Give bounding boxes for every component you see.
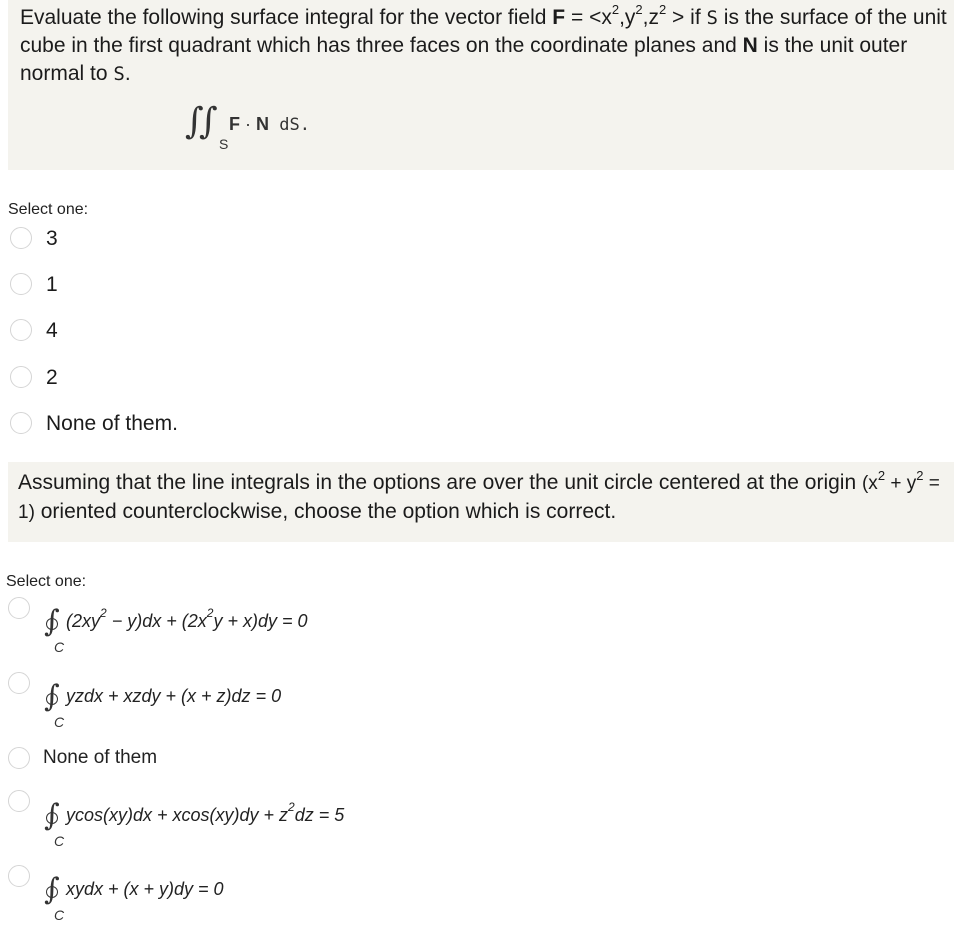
integrand-dot: · <box>240 114 256 134</box>
q2-text-a: Assuming that the line integrals in the options are over the unit circle centered at the origin <box>18 471 862 494</box>
contour-integral-icon: ∫ <box>44 872 60 907</box>
q1-sup-a: 2 <box>611 2 620 17</box>
normal-N: N <box>742 34 758 57</box>
q2-option-4-text <box>66 800 345 826</box>
contour-ring <box>46 886 58 898</box>
q1-sup-b: 2 <box>635 2 643 17</box>
integrand-dS: dS. <box>269 115 310 135</box>
q1-text-b: if <box>684 6 707 29</box>
circle-sup-1: 2 <box>877 467 886 483</box>
q1-vec-y: ,y <box>619 6 636 29</box>
surface-integral-expression <box>185 101 385 160</box>
q1-text-a: Evaluate the following surface integral for the vector field <box>20 6 553 29</box>
opt1-a: (2xy <box>66 611 101 631</box>
circle-eq-a: (x <box>861 473 878 494</box>
q2-option-2-expression[interactable] <box>44 679 344 732</box>
opt4-a: ycos(xy)dx + xcos(xy)dy + z <box>66 805 289 825</box>
q2-option-2-radio[interactable] <box>8 672 30 694</box>
contour-subscript: C <box>54 833 65 849</box>
contour-ring <box>46 812 58 824</box>
opt1-c: y + x)dy = 0 <box>213 611 308 631</box>
q1-option-1-label[interactable]: 3 <box>46 227 58 250</box>
contour-ring <box>46 693 58 705</box>
q2-option-5-text: xydx + (x + y)dy = 0 <box>66 879 224 899</box>
contour-integral-icon: ∫ <box>44 798 60 833</box>
question-1-text <box>20 4 952 88</box>
question-2-text <box>18 469 948 527</box>
surface-S: S <box>706 7 718 29</box>
integrand-N: N <box>256 114 269 134</box>
contour-integral-icon: ∫ <box>44 679 60 714</box>
q1-option-1-radio[interactable] <box>10 227 32 249</box>
integrand <box>229 114 310 135</box>
q2-option-1-radio[interactable] <box>8 597 30 619</box>
integral-sign-2: ∫ <box>199 101 218 142</box>
q1-option-5-label[interactable]: None of them. <box>46 412 178 435</box>
circle-eq-c: = 1) <box>18 473 940 523</box>
q2-option-4-radio[interactable] <box>8 790 30 812</box>
contour-ring <box>46 618 58 630</box>
q1-option-4-radio[interactable] <box>10 366 32 388</box>
q1-select-one-label: Select one: <box>8 201 89 218</box>
opt1-sup: 2 <box>100 606 107 620</box>
contour-subscript: C <box>54 639 65 655</box>
integral-sign-1: ∫ <box>185 101 204 142</box>
q2-option-3-radio[interactable] <box>8 747 30 769</box>
q1-vec-z: ,z <box>642 6 659 29</box>
q1-sup-c: 2 <box>658 2 667 17</box>
q2-option-4-expression[interactable] <box>44 798 404 851</box>
surface-S-2: S <box>113 63 125 85</box>
q1-option-4-label[interactable]: 2 <box>46 366 58 389</box>
q1-text-d: is the unit outer normal to <box>20 34 908 85</box>
vector-field-F: F <box>552 6 566 29</box>
opt4-sup: 2 <box>288 800 295 814</box>
circle-sup-2: 2 <box>916 467 924 483</box>
contour-subscript: C <box>54 907 65 923</box>
opt4-b: dz = 5 <box>294 805 345 825</box>
contour-integral-icon: ∫ <box>44 604 60 639</box>
q1-vec-open: <x <box>589 6 612 29</box>
integrand-F: F <box>229 114 240 134</box>
q1-option-3-label[interactable]: 4 <box>46 319 58 342</box>
q2-option-1-expression[interactable] <box>44 604 384 657</box>
q2-option-5-radio[interactable] <box>8 865 30 887</box>
q1-option-2-radio[interactable] <box>10 273 32 295</box>
q2-option-5-expression[interactable] <box>44 872 284 925</box>
q1-option-3-radio[interactable] <box>10 319 32 341</box>
integral-subscript-S: S <box>219 136 229 152</box>
q1-vec-close: > <box>666 6 685 29</box>
q1-option-2-label[interactable]: 1 <box>46 273 58 296</box>
q1-eq-sign: = <box>565 6 590 29</box>
circle-eq-b: + y <box>885 473 917 494</box>
opt1-sup-2: 2 <box>206 606 214 620</box>
q2-option-3-label[interactable]: None of them <box>43 747 158 768</box>
q1-option-5-radio[interactable] <box>10 412 32 434</box>
q1-text-c: is the surface of the unit cube in the first quadrant which has three faces on the coordinate planes and <box>20 6 947 57</box>
q2-option-1-text <box>66 606 308 632</box>
q2-option-2-text: yzdx + xzdy + (x + z)dz = 0 <box>66 686 282 706</box>
q2-text-b: oriented counterclockwise, choose the option which is correct. <box>34 500 617 523</box>
contour-subscript: C <box>54 714 65 730</box>
q1-period: . <box>124 62 131 85</box>
q2-select-one-label: Select one: <box>6 573 87 590</box>
opt1-b: − y)dx + (2x <box>106 611 207 631</box>
